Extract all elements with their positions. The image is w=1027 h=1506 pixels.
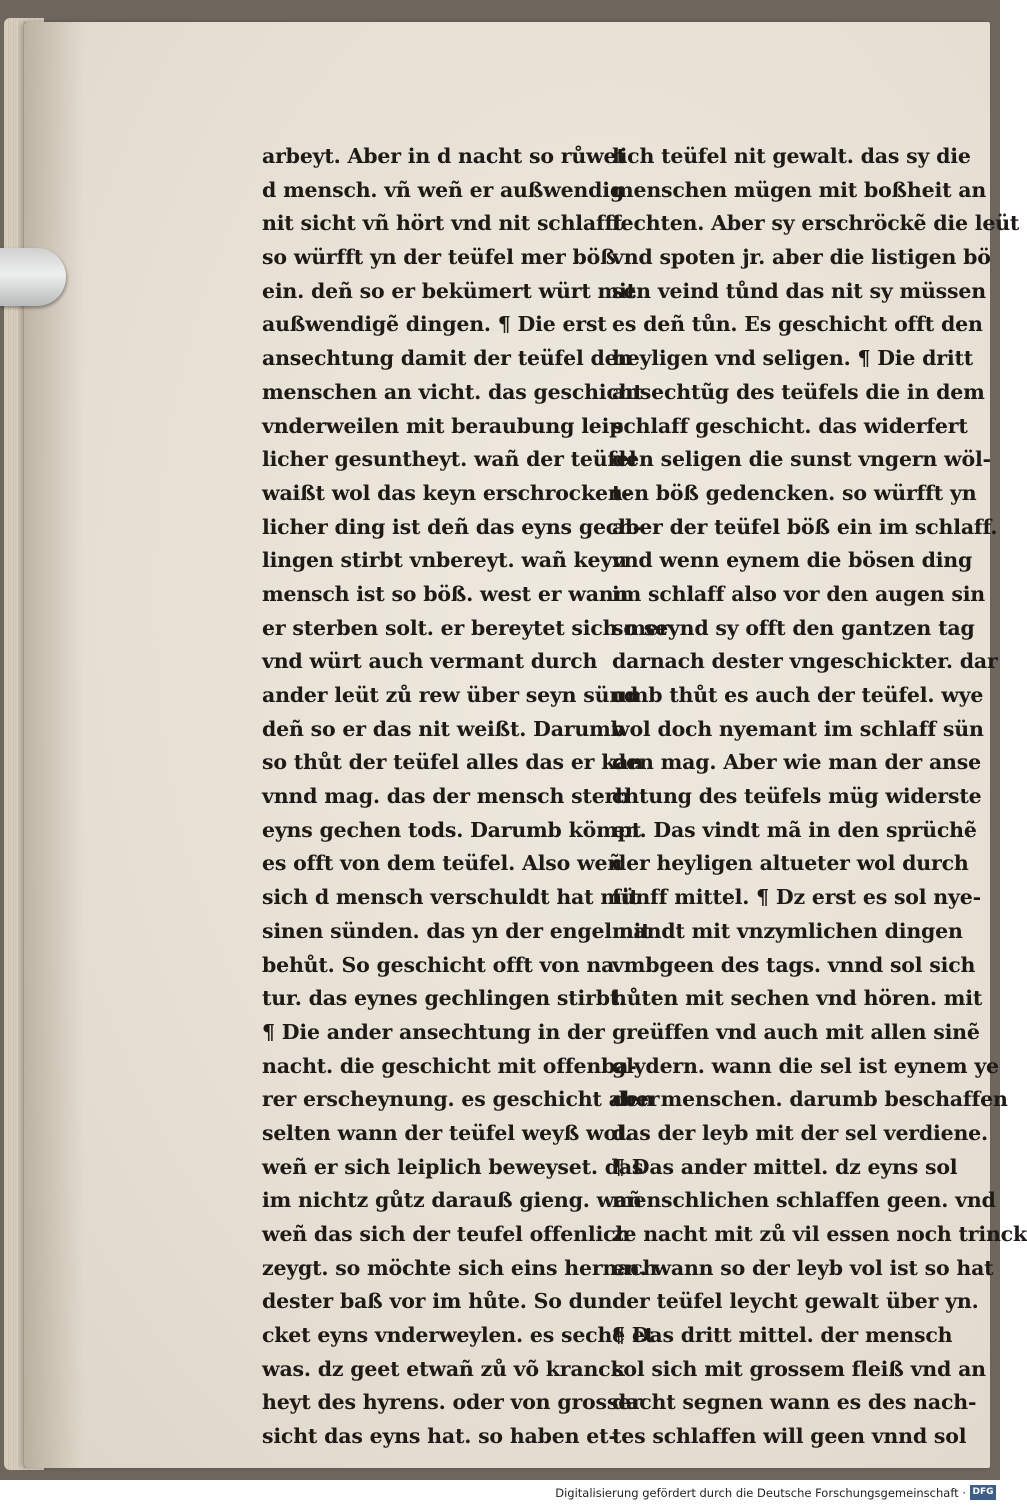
text-line: ansechtung damit der teüfel den — [262, 346, 633, 371]
text-line: ten böß gedencken. so würfft yn — [612, 480, 977, 505]
text-line: er sterben solt. er bereytet sich mer — [262, 615, 670, 640]
text-line: umb thůt es auch der teüfel. wye — [612, 683, 984, 707]
text-line: heyt des hyrens. oder von grosser — [262, 1390, 642, 1415]
text-line: es deñ tůn. Es geschicht offt den — [612, 312, 983, 337]
text-line: so würfft yn der teüfel mer böß — [262, 245, 616, 270]
text-line: außwendigẽ dingen. ¶ Die erst — [262, 312, 607, 337]
text-line: licher gesuntheyt. wañ der teüfel — [262, 447, 637, 472]
text-line: mensch ist so böß. west er wann — [262, 581, 629, 606]
funding-credit: Digitalisierung gefördert durch die Deutsche Forschungsgemeinschaft · — [555, 1486, 966, 1500]
text-line: d mensch. vñ weñ er außwendig — [262, 177, 624, 202]
text-line: den mag. Aber wie man der anse — [612, 750, 981, 775]
text-line: sicht das eyns hat. so haben et- — [262, 1424, 617, 1449]
text-line: eyns gechen tods. Darumb kömpt — [262, 817, 641, 842]
text-column-left — [262, 140, 670, 1454]
text-line: ein. deñ so er bekümert würt mit — [262, 278, 636, 303]
text-line: vnnd mag. das der mensch sterb — [262, 784, 630, 809]
dfg-logo-icon: DFG — [970, 1485, 996, 1500]
text-line: vnd würt auch vermant durch — [262, 649, 598, 674]
text-line: der teüfel leycht gewalt über yn. — [612, 1289, 979, 1314]
text-line: ander leüt zů rew über seyn sünd — [262, 683, 639, 707]
text-line: nacht. die geschicht mit offenba- — [262, 1053, 637, 1078]
text-line: hůten mit sechen vnd hören. mit — [612, 986, 983, 1011]
text-line: sen veind tůnd das nit sy müssen — [612, 278, 986, 303]
text-line: dacht segnen wann es des nach- — [612, 1390, 977, 1415]
text-line: fünff mittel. ¶ Dz erst es sol nye- — [612, 885, 981, 910]
text-line: darnach dester vngeschickter. dar — [612, 649, 998, 674]
text-line: vmbgeen des tags. vnnd sol sich — [612, 952, 976, 977]
text-line: weñ er sich leiplich beweyset. das — [262, 1154, 644, 1179]
text-line: so thůt der teüfel alles das er kan — [262, 750, 643, 775]
text-line: was. dz geet etwañ zů võ kranck — [262, 1356, 625, 1381]
text-line: tur. das eynes gechlingen stirbt. — [262, 986, 627, 1011]
text-line: im schlaff also vor den augen sin — [612, 581, 985, 606]
text-line: sich d mensch verschuldt hat mit — [262, 885, 639, 910]
text-line: greüffen vnd auch mit allen sinẽ — [612, 1019, 980, 1044]
text-line: tes schlaffen will geen vnnd sol — [612, 1424, 967, 1449]
text-line: lich teüfel nit gewalt. das sy die — [612, 144, 971, 168]
text-line: selten wann der teüfel weyß wol. — [262, 1120, 632, 1145]
text-line: fechten. Aber sy erschröckẽ die leüt — [612, 211, 1020, 236]
text-line: heyligen vnd seligen. ¶ Die dritt — [612, 346, 974, 371]
text-line: vnd spoten jr. aber die listigen bö — [612, 245, 991, 270]
page-clip — [0, 248, 66, 306]
text-line: ¶ Das dritt mittel. der mensch — [612, 1323, 953, 1348]
text-line: en. Das vindt mã in den sprüchẽ — [612, 817, 977, 842]
text-line: ¶ Das ander mittel. dz eyns sol — [612, 1154, 958, 1179]
text-line: ze nacht mit zů vil essen noch trinck — [612, 1222, 1027, 1246]
text-line: glydern. wann die sel ist eynem ye — [612, 1053, 999, 1078]
text-line: dester baß vor im hůte. So dun — [262, 1289, 613, 1314]
text-line: en. wann so der leyb vol ist so hat — [612, 1255, 994, 1280]
text-line: rer erscheynung. es geschicht aber — [262, 1087, 660, 1112]
text-line: nit sicht vñ hört vnd nit schlafft — [262, 211, 623, 236]
text-line: aber der teüfel böß ein im schlaff. — [612, 514, 998, 539]
text-line: so seynd sy offt den gantzen tag — [612, 615, 975, 640]
footer-bar — [0, 1480, 1000, 1506]
text-line: cket eyns vnderweylen. es seche et — [262, 1323, 655, 1348]
text-line: sol sich mit grossem fleiß vnd an — [612, 1356, 986, 1381]
text-line: menschen an vicht. das geschicht — [262, 379, 643, 404]
text-line: zeygt. so möchte sich eins hernach — [262, 1255, 658, 1280]
text-line: den menschen. darumb beschaffen — [612, 1087, 1008, 1112]
text-column-right — [612, 140, 1027, 1454]
text-line: es offt von dem teüfel. Also weñ — [262, 851, 623, 876]
text-line: vnd wenn eynem die bösen ding — [612, 548, 973, 573]
text-line: menschlichen schlaffen geen. vnd — [612, 1188, 996, 1213]
text-line: deñ so er das nit weißt. Darumb — [262, 716, 625, 741]
text-line: ansechtũg des teüfels die in dem — [612, 379, 985, 404]
text-line: der heyligen altueter wol durch — [612, 851, 969, 876]
text-line: schlaff geschicht. das widerfert — [612, 413, 968, 438]
text-line: waißt wol das keyn erschrocken- — [262, 480, 631, 505]
text-line: menschen mügen mit boßheit an — [612, 177, 987, 202]
text-line: weñ das sich der teufel offenlich — [262, 1222, 631, 1246]
text-line: chtung des teüfels müg widerste — [612, 784, 982, 809]
text-line: den seligen die sunst vngern wöl- — [612, 447, 991, 472]
text-line: arbeyt. Aber in d nacht so růwet — [262, 144, 626, 168]
text-line: im nichtz gůtz darauß gieng. wañ — [262, 1188, 642, 1213]
text-line: mandt mit vnzymlichen dingen — [612, 918, 963, 943]
text-line: ¶ Die ander ansechtung in der — [262, 1019, 605, 1044]
text-line: behůt. So geschicht offt von na — [262, 952, 615, 977]
text-line: lingen stirbt vnbereyt. wañ keyn — [262, 548, 627, 573]
text-line: sinen sünden. das yn der engel nit — [262, 918, 651, 943]
text-line: vnderweilen mit beraubung leip — [262, 413, 624, 438]
text-line: licher ding ist deñ das eyns gech- — [262, 514, 642, 539]
text-line: das der leyb mit der sel verdiene. — [612, 1120, 988, 1145]
text-line: wol doch nyemant im schlaff sün — [612, 716, 984, 741]
